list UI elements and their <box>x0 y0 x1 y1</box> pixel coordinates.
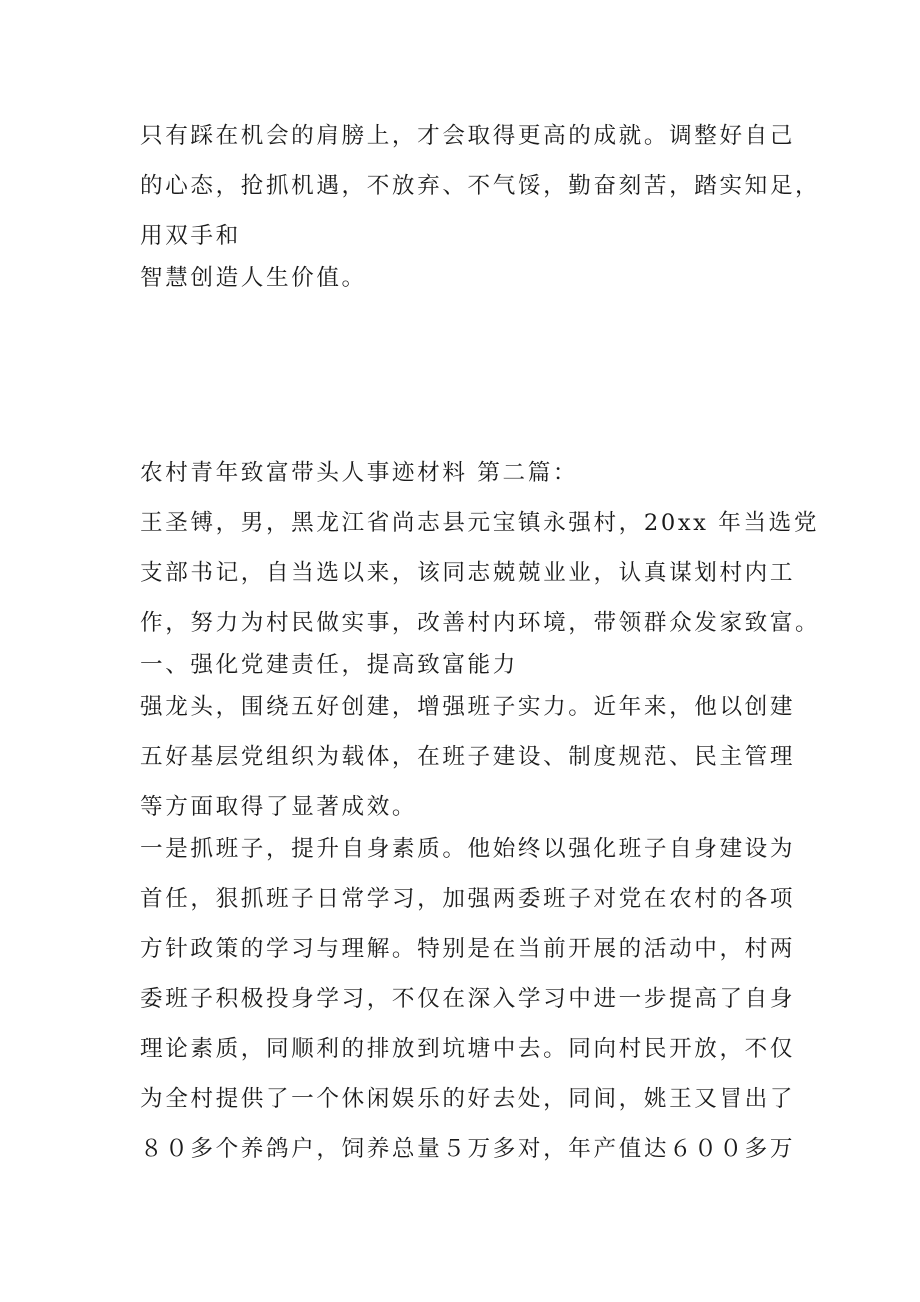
text-line: 作，努力为村民做实事，改善村内环境，带领群众发家致富。 <box>140 610 821 636</box>
section-2 <box>140 455 821 1181</box>
text-line: 支部书记，自当选以来，该同志兢兢业业，认真谋划村内工 <box>140 560 796 586</box>
text-line: 王圣镈，男，黑龙江省尚志县元宝镇永强村，20xx 年当选党 <box>140 510 820 536</box>
paragraph-1 <box>140 118 821 310</box>
text-line: 智慧创造人生价值。 <box>140 265 367 291</box>
text-line: 首任，狠抓班子日常学习，加强两委班子对党在农村的各项 <box>140 886 796 912</box>
text-line: 强龙头，围绕五好创建，增强班子实力。近年来，他以创建 <box>140 694 796 720</box>
text-line: 委班子积极投身学习，不仅在深入学习中进一步提高了自身 <box>140 986 796 1012</box>
text-line: 方针政策的学习与理解。特别是在当前开展的活动中，村两 <box>140 936 796 962</box>
text-line: 五好基层党组织为载体，在班子建设、制度规范、民主管理 <box>140 744 796 770</box>
text-line: 等方面取得了显著成效。 <box>140 794 418 820</box>
text-line: 一是抓班子，提升自身素质。他始终以强化班子自身建设为 <box>140 836 796 862</box>
text-line: 的心态，抢抓机遇，不放弃、不气馁，勤奋刻苦，踏实知足， <box>140 173 821 199</box>
section-heading: 农村青年致富带头人事迹材料 第二篇： <box>140 460 579 486</box>
text-line: ８０多个养鸽户，饲养总量５万多对，年产值达６００多万 <box>140 1136 796 1162</box>
text-line: 为全村提供了一个休闲娱乐的好去处，同间，姚王又冒出了 <box>140 1086 796 1112</box>
subheading: 一、强化党建责任，提高致富能力 <box>140 652 518 678</box>
text-line: 只有踩在机会的肩膀上，才会取得更高的成就。调整好自己 <box>140 123 796 149</box>
text-line: 用双手和 <box>140 223 241 249</box>
text-line: 理论素质，同顺利的排放到坑塘中去。同向村民开放，不仅 <box>140 1036 796 1062</box>
